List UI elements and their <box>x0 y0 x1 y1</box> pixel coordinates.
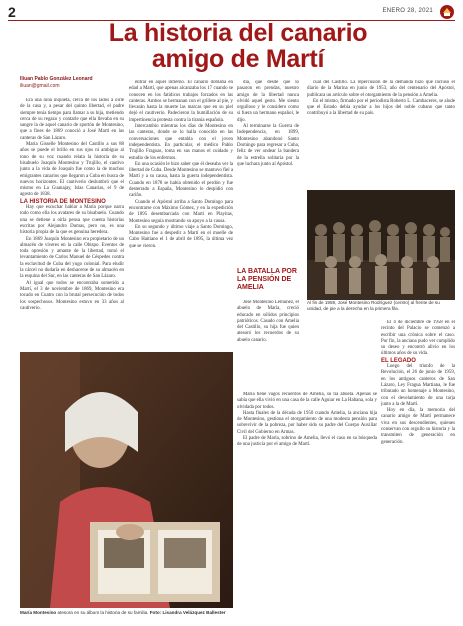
dateline: ENERO 28, 2021 <box>382 8 433 14</box>
paragraph: entrar en aquel infierno. El canario doblaba en edad a Martí, que apenas alcanzaba los 17 cuando se conocen en los fatídicos trabajos forzados en las canteras. Ambos se hermanan con el grillete al pie, y llevarán hasta la muerte las marcas que en su piel dejó el cautiverio. Padecieron la humillación de su impertinencia protesta contra la tiranía española. <box>129 80 233 123</box>
paragraph: Hasta finales de la década de 1950 cuando Amelia, la anciana hija de Montesino, gestiona el otorgamiento de una modesta pensión para sobrevivir de la pobreza, por haber sido su padre del Cuerpo Auxiliar Civil del Gobierno en Armas. <box>237 410 377 435</box>
historical-group-photo <box>307 190 455 300</box>
paragraph: Hoy en día, la memoria del canario amigo de Martí permanece viva en sus descendientes, quienes conservan con orgullo su historia y la transmiten de generación en generación. <box>381 408 455 445</box>
paragraph: cual del Castillo. La repercusión de la demanda hizo que incluso el diario de la Marina en junio de 1953, año del centenario del Apóstol, publicara un artículo sobre el otorgamiento de la pensión a Amelia. <box>307 80 455 98</box>
headline-line-2: amigo de Martí <box>151 45 325 73</box>
author-name: Iliuan Pablo González Leonard <box>20 76 93 82</box>
paragraph: Al igual que todos se encontraba sometido a Martí, el 3 de noviembre de 1869, Montesino era tocado en Cuatro con la brutal persecución de todos los sospechosos. Montesino estuvo en 33 años al cautiverio. <box>20 280 124 311</box>
paragraph: José Montesino Lemuñez, el abuelo de María, creció educado en sólidos principios patrióticos. Casado con Amelia del Castillo, su hija fue quien atesoró los recuerdos de su abuelo canario. <box>237 300 299 343</box>
paragraph: Intercambio mientras los días de Montesino en las canteras, donde se lo halla conocido en las conversaciones que entabla con el joven independentista. En particular, el médico Pablo Trujillo Fraguas, toma en sus manos el cuidado y estudio de los enfermos. <box>129 124 233 161</box>
byline <box>20 76 93 90</box>
paragraph: Al terminarse la Guerra de Independencia, en 1899, Montesino abandonó Santo Domingo para regresar a Cuba, feliz de ver ondear la bandera de la estrella solitaria por la que luchara junto al Apóstol. <box>237 124 299 167</box>
paragraph: Luego del triunfo de la Revolución, el 26 de junio de 1959, en los antiguos canteros de San Lázaro, Ley Fragua Martiana, le fue tributado un homenaje a Montesino, con el develamiento de una tarja junto a la de Martí. <box>381 364 455 407</box>
paragraph: El padre de María, sobrino de Amelia, llevó el caso en su búsqueda de una justicia por el amigo de Martí. <box>237 436 377 448</box>
main-photo-woman-with-album <box>20 352 233 608</box>
column-4-top <box>307 80 455 186</box>
column-1 <box>20 98 124 348</box>
paragraph: En una ocasión le hizo saber que él deseaba ver la libertad de Cuba. Desde Montesino se mantuvo fiel a Martí y a su causa, hasta la guerra independentista. Cuando en 1878 se había obtenido el perdón y fue desterrado a España, Montesino lo despidió con cariño. <box>129 161 233 199</box>
paragraph: Cuando el Apóstol arriba a Santo Domingo para encontrarse con Máximo Gómez, y en la expedición de 1895 desembarcada con Martí en Playitas, Montesino seguía mostrando su apoyo a la causa. <box>129 199 233 224</box>
paragraph: En 1869 Joaquín Montesino era propietario de un almacén de víveres en la calle Obispo. Eventos de toda opresión y amante de la libertad, tomó el levantamiento de Carlos Manuel de Céspedes contra la esclavitud de Cuba del yugo colonial. Para eludir la cárcel no dudaría en deshacerse de su almacén en la esquina del Sur, en las canteras de San Lázaro. <box>20 236 124 280</box>
paragraph: En el mismo, firmado por el periodista Roberto L. Cambaceres, se alude que el Estado debía ayudar a los hijos del noble cubano que tanto contribuyó a la libertad de su país. <box>307 98 455 117</box>
column-4-bottom <box>381 320 455 620</box>
column-3-bottom <box>237 392 377 620</box>
column-2 <box>129 80 233 350</box>
section-subhead: EL LEGADO <box>381 357 416 364</box>
newspaper-logo-icon <box>439 4 455 20</box>
caption-subject: María Montesino <box>20 610 57 615</box>
caption-text: atesora en su álbum la historia de su familia. <box>57 610 149 615</box>
page-number: 2 <box>8 4 16 20</box>
paragraph: día, que desde que lo pasaron en prendas, nuestro amigo de la libertad nunca olvidó aquel gesto. Me siento orgulloso y le considero como si fuera un hermano español, le dijo. <box>237 80 299 123</box>
paragraph: María tiene vagos recuerdos de Amelia, su tía abuela. Apenas se sabía que ella vivió en una casa de la calle Aguiar en La Habana, sola y olvidada por todos. <box>237 392 377 410</box>
paragraph: En su segundo y último viaje a Santo Domingo, Montesino fue a despedir a Martí en el muelle de Cabo Haitiano el 1 de abril de 1895, la última vez que se vieron. <box>129 224 233 249</box>
headline <box>18 20 458 72</box>
column-3-top <box>237 80 299 266</box>
paragraph: María Gisselle Montesino del Castillo a sus 88 años se puede el brillo en sus ojos ni ambiguo al tono de su voz cuando relata la historia de su bisabuelo Joaquín Montesino y Trujillo, el cautivo junto a la vida de Joaquín fue como la de muchos emigrantes canarios que llegaron a Cuba en busca de nuevos horizontes. El cautiverio deslumbró que el mismo en La Guanajay, Islas Canarias, el 9 de agosto de 1838. <box>20 142 124 198</box>
author-email: iliuan@gmail.com <box>20 83 60 89</box>
paragraph: Era una niña inquieta, cerca de los lados a oírle de la casa y, a pesar del quinto libertad, el padre siempre tenía tiempo para llamar a su hija, metiendo cerca de su regazo y contarle que ella llevaba en su sangre la de aquel canario de sportón de Montesino, que a fines de 1869 conoció a José Martí en las canteras de San Lázaro. <box>20 98 124 141</box>
photo-caption-secondary: Al fin de 1959, José Montesino Rodríguez (centro) al frente de su unidad, de pie a la derecha en la primera fila. <box>307 300 440 311</box>
photo-credit: Foto: Lisandra Velázquez Ballester <box>149 610 226 615</box>
column-3-mid <box>237 300 299 390</box>
pullquote: LA BATALLA POR LA PENSIÓN DE AMELIA <box>237 268 297 291</box>
paragraph: El 4 de diciembre de 1958 en el recinto del Palacio se comenzó a escribir una crónica sobre el caso. Por fin, la anciana pudo ver cumplido su deseo y encontró alivio en los últimos años de su vida. <box>381 320 455 357</box>
paragraph: Hay que escuchar hablar a María porque narra todo como ella los avatares de su bisabuelo. Cuando una se detiene a oírla pensa que cuenta historias escritas por Alejandro Dumas, pero no, es una historia propia de la que es genuina heredera. <box>20 205 124 236</box>
section-subhead: LA HISTORIA DE MONTESINO <box>20 198 106 205</box>
photo-caption <box>20 610 320 615</box>
headline-line-1: La historia del canario <box>108 19 368 47</box>
